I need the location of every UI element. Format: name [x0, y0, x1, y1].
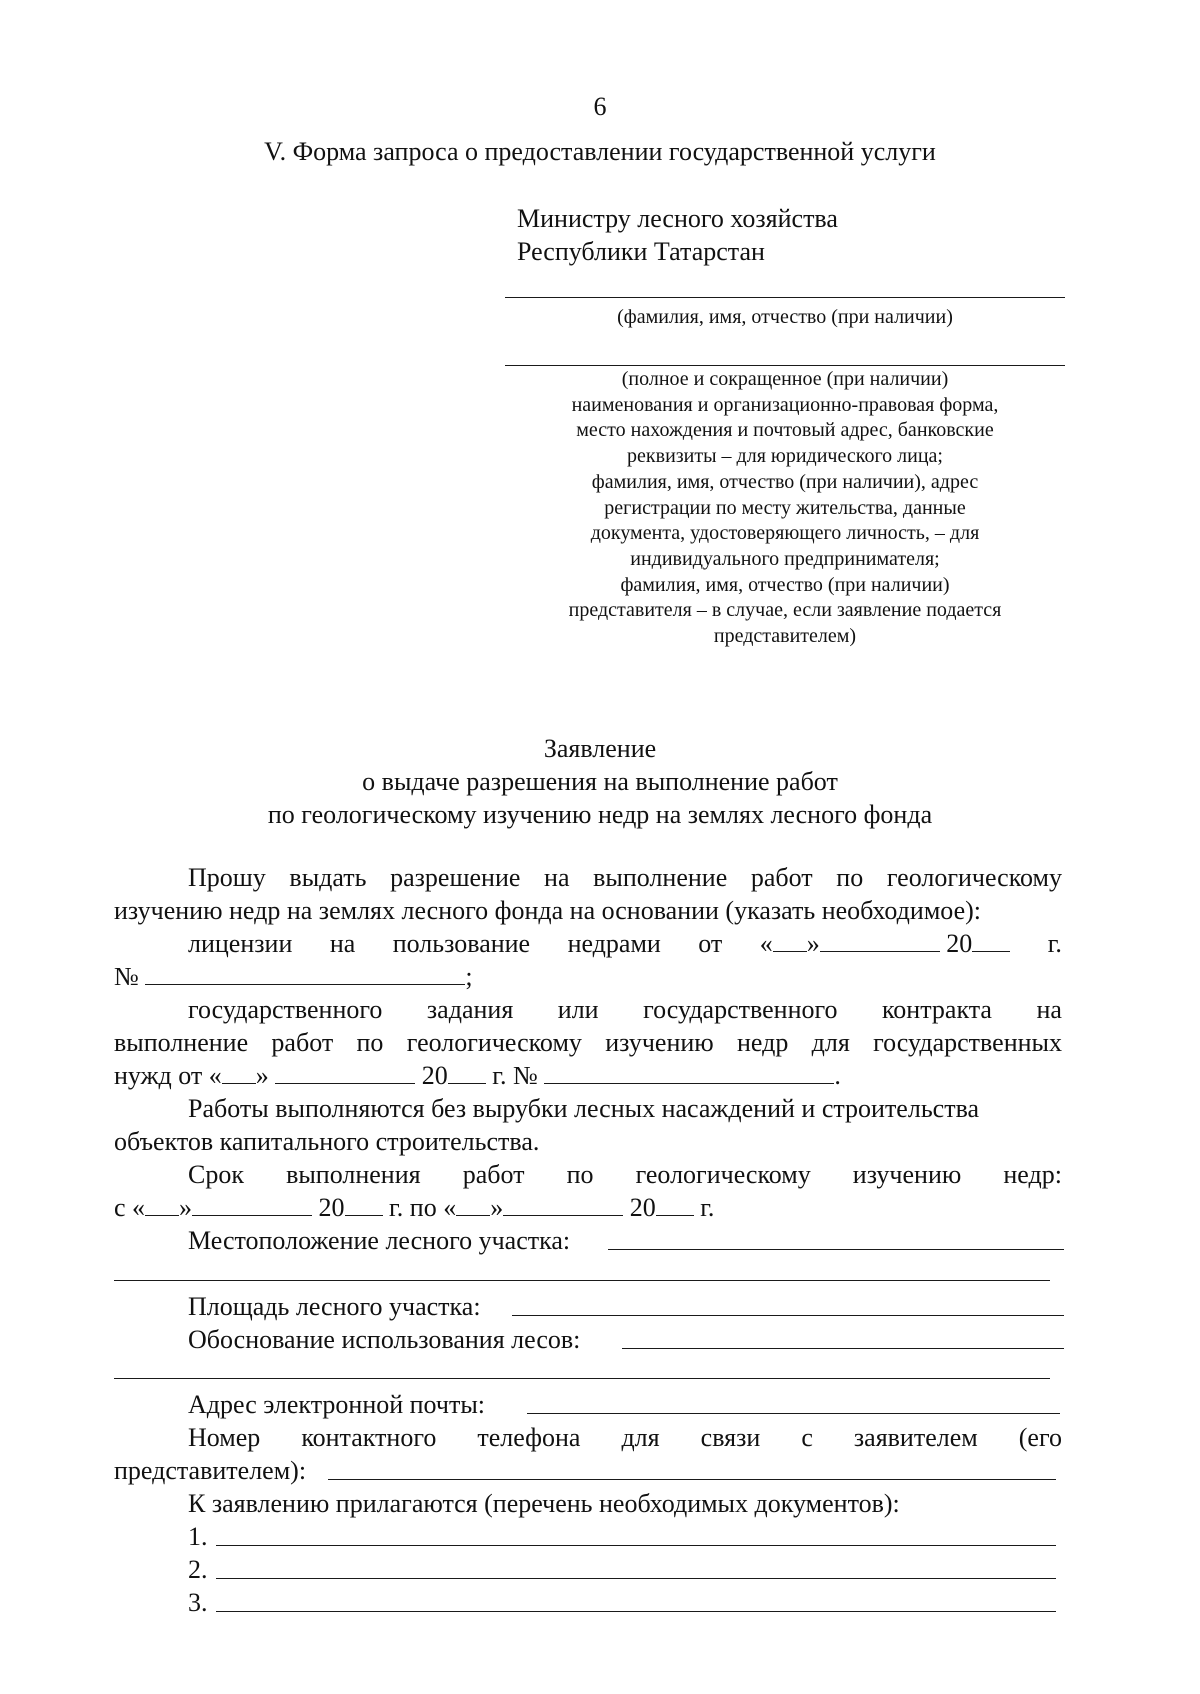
area-label: Площадь лесного участка: — [188, 1292, 481, 1321]
state-task-line-3: нужд от « » 20 г. № . — [114, 1061, 841, 1090]
license-line: лицензии на пользование недрами от « » 20 г. — [188, 929, 1062, 958]
phone-line-2-label: представителем): — [114, 1456, 307, 1485]
application-subtitle-1: о выдаче разрешения на выполнение работ — [362, 767, 838, 796]
contract-number-field[interactable] — [544, 1061, 834, 1084]
addressee-line-2: Республики Татарстан — [517, 237, 765, 266]
applicant-details-caption — [500, 367, 1070, 650]
contract-month-field[interactable] — [275, 1061, 415, 1084]
term-line-1: Срок выполнения работ по геологическому изучению недр: — [188, 1160, 1062, 1189]
applicant-details-caption-line: фамилия, имя, отчество (при наличии) — [620, 573, 950, 596]
license-day-field[interactable] — [773, 929, 807, 952]
license-month-field[interactable] — [820, 929, 940, 952]
term-start-month-field[interactable] — [192, 1193, 312, 1216]
section-title: V. Форма запроса о предоставлении государственной услуги — [264, 137, 936, 166]
attachment-field-2[interactable] — [216, 1578, 1056, 1579]
location-field[interactable] — [608, 1249, 1064, 1250]
page-number: 6 — [593, 92, 607, 121]
license-year-field[interactable] — [972, 929, 1010, 952]
attachment-number-1: 1. — [188, 1522, 208, 1551]
addressee-line-1: Министру лесного хозяйства — [517, 204, 838, 233]
applicant-details-field[interactable] — [505, 365, 1065, 366]
applicant-details-caption-line: реквизиты – для юридического лица; — [627, 445, 943, 468]
request-line-1: Прошу выдать разрешение на выполнение работ по геологическому — [188, 863, 1062, 892]
state-task-line-2: выполнение работ по геологическому изучению недр для государственных — [114, 1028, 1062, 1057]
term-end-year-field[interactable] — [656, 1193, 694, 1216]
term-start-day-field[interactable] — [145, 1193, 179, 1216]
area-field[interactable] — [512, 1315, 1064, 1316]
term-end-day-field[interactable] — [456, 1193, 490, 1216]
phone-field[interactable] — [328, 1479, 1056, 1480]
attachment-field-1[interactable] — [216, 1545, 1056, 1546]
term-end-month-field[interactable] — [503, 1193, 623, 1216]
phone-line-1: Номер контактного телефона для связи с заявителем (его — [188, 1423, 1062, 1452]
attachment-number-2: 2. — [188, 1555, 208, 1584]
application-title: Заявление — [543, 734, 657, 763]
location-field-continued[interactable] — [114, 1280, 1050, 1281]
applicant-details-caption-line: место нахождения и почтовый адрес, банковские — [576, 419, 994, 442]
attachment-field-3[interactable] — [216, 1611, 1056, 1612]
email-field[interactable] — [527, 1413, 1060, 1414]
applicant-details-caption-line: регистрации по месту жительства, данные — [604, 496, 966, 519]
justification-label: Обоснование использования лесов: — [188, 1325, 581, 1354]
works-line-1: Работы выполняются без вырубки лесных насаждений и строительства — [188, 1094, 980, 1123]
applicant-details-caption-line: представителем) — [713, 625, 857, 648]
license-number-field[interactable] — [145, 962, 465, 985]
application-subtitle-2: по геологическому изучению недр на землях лесного фонда — [267, 800, 933, 829]
contract-year-field[interactable] — [448, 1061, 486, 1084]
location-label: Местоположение лесного участка: — [188, 1226, 571, 1255]
applicant-name-field[interactable] — [505, 297, 1065, 298]
license-date: « » 20 — [760, 929, 1011, 959]
applicant-details-caption-line: документа, удостоверяющего личность, – для — [590, 522, 980, 545]
request-line-2: изучению недр на землях лесного фонда на основании (указать необходимое): — [114, 896, 982, 925]
applicant-details-caption-line: наименования и организационно-правовая форма, — [571, 393, 999, 416]
applicant-details-caption-line: индивидуального предпринимателя; — [630, 547, 940, 570]
email-label: Адрес электронной почты: — [188, 1390, 486, 1419]
justification-field-continued[interactable] — [114, 1378, 1050, 1379]
justification-field[interactable] — [622, 1348, 1064, 1349]
license-number-line: № ; — [114, 962, 473, 991]
applicant-name-caption: (фамилия, имя, отчество (при наличии) — [617, 306, 953, 328]
works-line-2: объектов капитального строительства. — [114, 1127, 540, 1156]
applicant-details-caption-line: представителя – в случае, если заявление подается — [568, 599, 1002, 622]
attachment-number-3: 3. — [188, 1588, 208, 1617]
attachments-label: К заявлению прилагаются (перечень необходимых документов): — [188, 1489, 900, 1518]
applicant-details-caption-line: фамилия, имя, отчество (при наличии), адрес — [591, 470, 979, 493]
term-line-2: с « » 20 г. по « » 20 г. — [114, 1193, 715, 1222]
contract-day-field[interactable] — [222, 1061, 256, 1084]
applicant-details-caption-line: (полное и сокращенное (при наличии) — [621, 368, 949, 390]
term-start-year-field[interactable] — [345, 1193, 383, 1216]
state-task-line-1: государственного задания или государственного контракта на — [188, 995, 1062, 1024]
